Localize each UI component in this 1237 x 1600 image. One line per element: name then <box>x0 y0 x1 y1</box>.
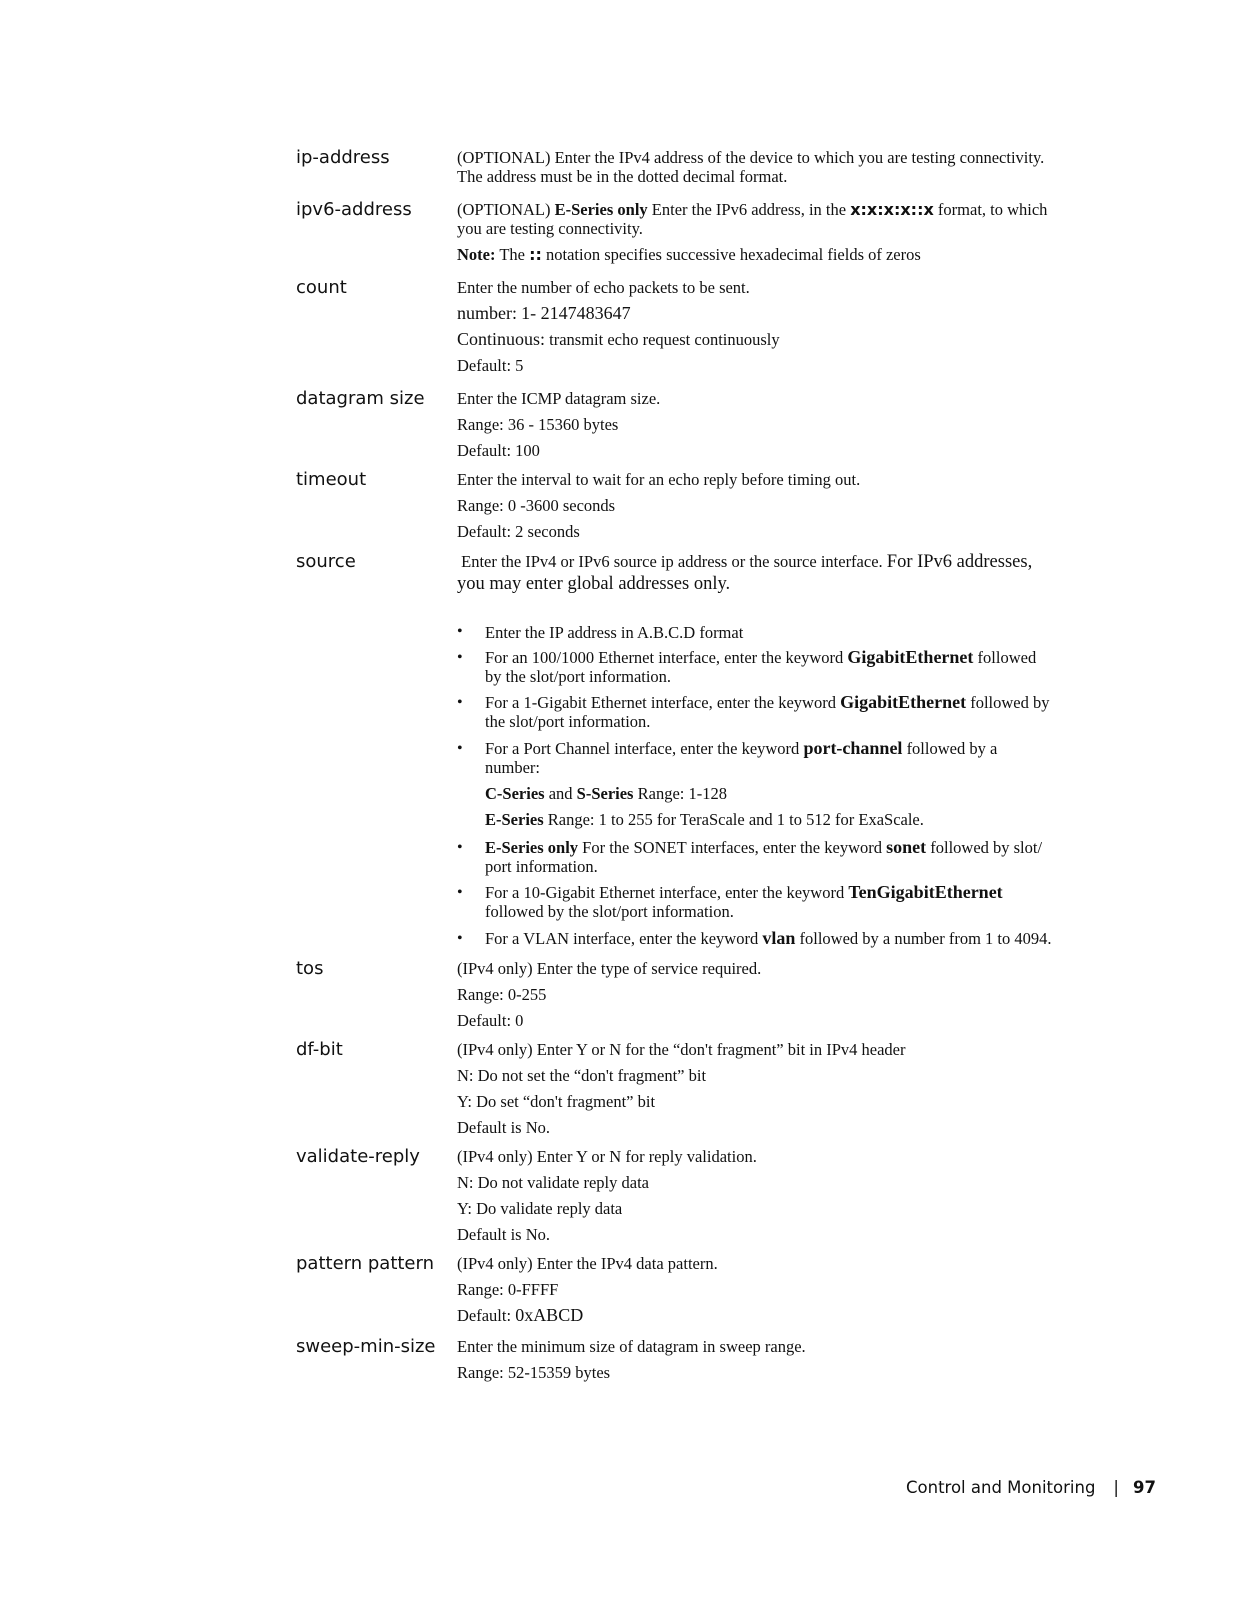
desc-text: For a VLAN interface, enter the keyword <box>485 929 759 948</box>
desc-line: (IPv4 only) Enter the type of service required. <box>457 959 762 978</box>
desc-ipv6-address <box>457 200 1107 264</box>
param-df-bit: df-bit <box>296 1039 343 1060</box>
bullet-marker: • <box>457 649 463 666</box>
desc-text: followed <box>977 648 1037 667</box>
note-code: :: <box>529 245 542 264</box>
optional-label: (OPTIONAL) <box>457 200 551 219</box>
param-ip-address: ip-address <box>296 147 390 168</box>
desc-text: For an 100/1000 Ethernet interface, enter the keyword <box>485 648 844 667</box>
desc-line: you may enter global addresses only. <box>457 574 731 594</box>
param-source: source <box>296 551 356 572</box>
desc-text: Enter the IPv4 or IPv6 source ip address or the source interface. <box>461 552 883 571</box>
desc-count <box>457 278 1107 375</box>
param-tos: tos <box>296 958 324 979</box>
desc-source-intro <box>457 551 1107 595</box>
range-value: Range: 0-FFFF <box>457 1280 559 1299</box>
number-value: 1- 2147483647 <box>521 303 631 323</box>
desc-line: The address must be in the dotted decimal format. <box>457 167 788 186</box>
desc-line: Enter the number of echo packets to be sent. <box>457 278 750 297</box>
desc-text: followed by a number from 1 to 4094. <box>799 929 1052 948</box>
desc-text: port information. <box>485 857 598 876</box>
desc-text: number: <box>485 758 540 777</box>
desc-timeout <box>457 470 1107 541</box>
desc-line: Enter the ICMP datagram size. <box>457 389 661 408</box>
default-value: Default is No. <box>457 1118 551 1137</box>
default-line <box>457 1306 1107 1325</box>
desc-pattern <box>457 1254 1107 1325</box>
desc-validate-reply <box>457 1147 1107 1244</box>
eseries-only-label: E-Series only <box>485 838 579 857</box>
source-bullet-vlan <box>485 929 1105 948</box>
param-pattern: pattern pattern <box>296 1253 434 1274</box>
eseries-only-label: E-Series only <box>554 200 648 219</box>
desc-ip-address <box>457 148 1107 186</box>
desc-line: (IPv4 only) Enter Y or N for the “don't fragment” bit in IPv4 header <box>457 1040 906 1059</box>
es-range-line <box>485 810 1105 829</box>
default-value: 0xABCD <box>515 1305 584 1325</box>
desc-text: followed by <box>970 693 1050 712</box>
continuous-label: Continuous: <box>457 329 546 349</box>
desc-df-bit <box>457 1040 1107 1137</box>
default-value: Default: 100 <box>457 441 540 460</box>
bullet-marker: • <box>457 623 463 640</box>
series-label: E-Series <box>485 810 544 829</box>
range-value: Range: 1 to 255 for TeraScale and 1 to 512 for ExaScale. <box>547 810 924 829</box>
param-count: count <box>296 277 347 298</box>
default-value: Default is No. <box>457 1225 551 1244</box>
desc-line: you are testing connectivity. <box>457 219 643 238</box>
desc-line: (IPv4 only) Enter the IPv4 data pattern. <box>457 1254 718 1273</box>
series-label: C-Series <box>485 784 545 803</box>
desc-line <box>457 200 1107 219</box>
footer-separator: | <box>1113 1478 1119 1497</box>
number-label: number: <box>457 303 517 323</box>
desc-text: For a Port Channel interface, enter the keyword <box>485 739 800 758</box>
range-value: Range: 1-128 <box>637 784 727 803</box>
desc-line: Enter the minimum size of datagram in sweep range. <box>457 1337 806 1356</box>
desc-tos <box>457 959 1107 1030</box>
keyword: GigabitEthernet <box>840 692 967 712</box>
keyword: sonet <box>886 837 927 857</box>
source-bullet-100-1000 <box>485 648 1105 686</box>
ipv6-format-code: x:x:x:x::x <box>850 200 934 219</box>
desc-text: and <box>548 784 573 803</box>
continuous-value: transmit echo request continuously <box>549 330 780 349</box>
desc-line <box>457 304 1107 323</box>
keyword: port-channel <box>803 738 903 758</box>
bullet-marker: • <box>457 839 463 856</box>
range-value: Range: 36 - 15360 bytes <box>457 415 619 434</box>
desc-text: For a 1-Gigabit Ethernet interface, enter the keyword <box>485 693 836 712</box>
param-sweep-min-size: sweep-min-size <box>296 1336 436 1357</box>
source-bullet-sonet <box>485 838 1105 876</box>
page-footer <box>906 1478 1156 1497</box>
desc-text: For the SONET interfaces, enter the keyword <box>582 838 882 857</box>
param-ipv6-address: ipv6-address <box>296 199 412 220</box>
cs-range-line <box>485 784 1105 803</box>
desc-text: format, to which <box>937 200 1048 219</box>
desc-sweep-min-size <box>457 1337 1107 1382</box>
default-value: Default: 5 <box>457 356 524 375</box>
param-datagram-size: datagram size <box>296 388 425 409</box>
source-bullet-port-channel <box>485 739 1105 829</box>
desc-text: For IPv6 addresses, <box>886 552 1033 572</box>
desc-text: followed by the slot/port information. <box>485 902 734 921</box>
keyword: TenGigabitEthernet <box>848 882 1003 902</box>
option-n: N: Do not set the “don't fragment” bit <box>457 1066 707 1085</box>
desc-line <box>457 330 1107 349</box>
desc-text: The <box>499 245 525 264</box>
range-value: Range: 0 -3600 seconds <box>457 496 616 515</box>
desc-text: For a 10-Gigabit Ethernet interface, enter the keyword <box>485 883 845 902</box>
default-value: Default: 2 seconds <box>457 522 580 541</box>
page-number: 97 <box>1132 1478 1156 1497</box>
keyword: vlan <box>762 928 796 948</box>
desc-line: (IPv4 only) Enter Y or N for reply validation. <box>457 1147 757 1166</box>
default-label: Default: <box>457 1306 512 1325</box>
desc-text: notation specifies successive hexadecimal fields of zeros <box>546 245 921 264</box>
desc-text: followed by a <box>906 739 998 758</box>
param-timeout: timeout <box>296 469 367 490</box>
param-validate-reply: validate-reply <box>296 1146 420 1167</box>
bullet-marker: • <box>457 884 463 901</box>
desc-text: Enter the IPv6 address, in the <box>651 200 847 219</box>
desc-datagram-size <box>457 389 1107 460</box>
default-value: Default: 0 <box>457 1011 524 1030</box>
keyword: GigabitEthernet <box>847 647 974 667</box>
range-value: Range: 52-15359 bytes <box>457 1363 611 1382</box>
desc-text: by the slot/port information. <box>485 667 672 686</box>
desc-text: followed by slot/ <box>930 838 1043 857</box>
source-bullet-1g <box>485 693 1105 731</box>
desc-line <box>457 551 1107 573</box>
source-bullet-10g <box>485 883 1105 921</box>
source-bullet-ip: Enter the IP address in A.B.C.D format <box>485 623 744 642</box>
desc-text: the slot/port information. <box>485 712 651 731</box>
desc-line: (OPTIONAL) Enter the IPv4 address of the device to which you are testing connectivity. <box>457 148 1045 167</box>
range-value: Range: 0-255 <box>457 985 547 1004</box>
option-y: Y: Do validate reply data <box>457 1199 623 1218</box>
bullet-marker: • <box>457 930 463 947</box>
option-y: Y: Do set “don't fragment” bit <box>457 1092 656 1111</box>
bullet-marker: • <box>457 740 463 757</box>
note-line <box>457 245 1107 264</box>
series-label: S-Series <box>576 784 634 803</box>
footer-section-title: Control and Monitoring <box>906 1478 1096 1497</box>
bullet-marker: • <box>457 694 463 711</box>
option-n: N: Do not validate reply data <box>457 1173 649 1192</box>
note-label: Note: <box>457 245 496 264</box>
desc-line: Enter the interval to wait for an echo reply before timing out. <box>457 470 861 489</box>
